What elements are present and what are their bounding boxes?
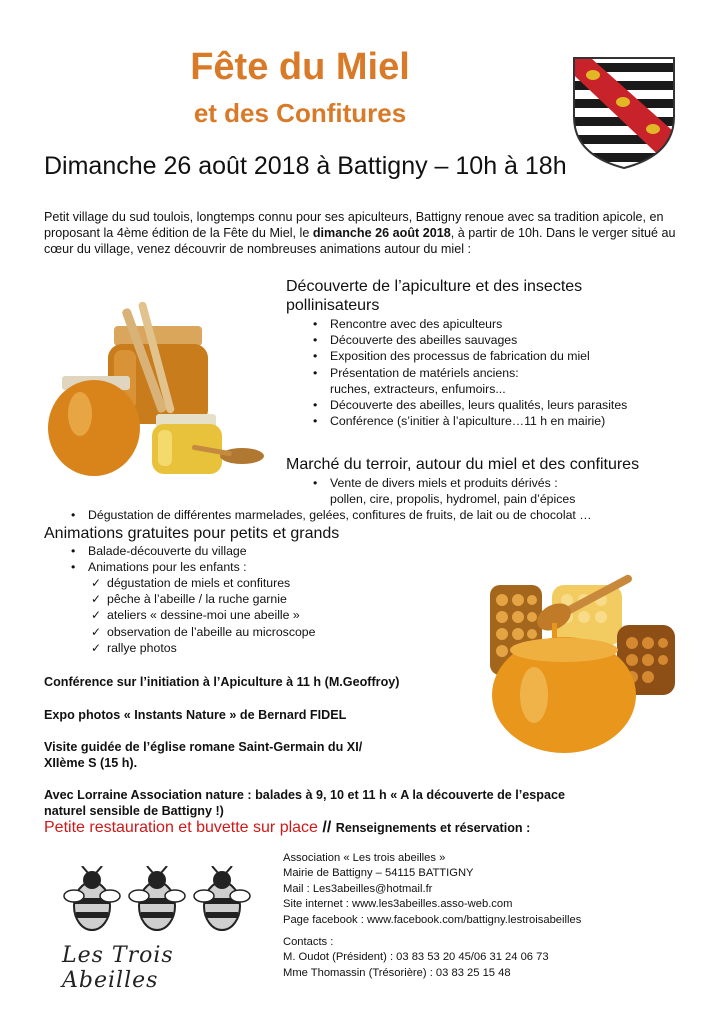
checkmark-icon: ✓ [91,592,102,607]
bullet-icon: • [71,560,76,575]
honey-jars-image [42,296,267,496]
bullet-icon: • [313,398,318,413]
restauration-text: Petite restauration et buvette sur place [44,819,318,836]
intro-paragraph [44,209,684,257]
section1-title-line1: Découverte de l’apiculture et des insectes [286,278,583,295]
section2-title: Marché du terroir, autour du miel et des confitures [286,456,640,473]
les-trois-abeilles-logo [62,866,262,993]
honeycomb-image [482,555,682,755]
list-item-text: rallye photos [107,640,177,655]
list-item [313,365,627,381]
list-item-text: Vente de divers miels et produits dérivés : [330,476,558,490]
list-item [71,507,592,523]
section3-title: Animations gratuites pour petits et grands [44,525,340,542]
separator: // [322,819,332,836]
section1-title-line2: pollinisateurs [286,297,380,314]
list-item-continuation [330,381,627,397]
list-item-text: ruches, extracteurs, enfumoirs... [330,381,506,396]
section2-list [313,475,576,507]
bullet-icon: • [71,508,76,522]
list-item-text: Découverte des abeilles sauvages [330,333,518,348]
bullet-icon: • [71,544,76,558]
list-item [313,397,628,413]
renseignements-text: Renseignements et réservation : [335,821,531,835]
list-item-text: Animations pour les enfants : [88,560,247,575]
list-item-text: Balade-découverte du village [88,544,247,558]
contact-facebook: Page facebook : www.facebook.com/battigny.lestroisabeilles [283,913,582,926]
list-item-text: Présentation de matériels anciens: [330,365,519,380]
contact-line: Mairie de Battigny – 54115 BATTIGNY [283,867,474,880]
section1-list [313,316,628,429]
section3-list [71,543,247,575]
contacts-label: Contacts : [283,936,334,949]
list-item-text: Découverte des abeilles, leurs qualités, leurs parasites [330,398,628,413]
checkmark-icon: ✓ [91,640,102,655]
list-item-text: observation de l’abeille au microscope [107,624,316,639]
lorraine-line-1: Avec Lorraine Association nature : balades à 9, 10 et 11 h « A la découverte de l’espace [44,788,565,802]
info-line [44,819,530,837]
list-item-text: Rencontre avec des apiculteurs [330,317,503,331]
checkmark-icon: ✓ [91,608,102,623]
checkmark-icon: ✓ [91,576,102,590]
list-item [71,543,247,559]
list-item [313,316,627,332]
list-item [313,348,627,364]
contact-line: Association « Les trois abeilles » [283,852,446,864]
bullet-icon: • [313,349,318,364]
expo-line: Expo photos « Instants Nature » de Bernard FIDEL [44,708,347,722]
coat-of-arms-icon [571,55,677,171]
intro-date-bold: dimanche 26 août 2018 [312,226,451,240]
list-item [91,640,315,656]
list-item-text: dégustation de miels et confitures [107,576,291,590]
visite-line-2: XIIème S (15 h). [44,756,138,770]
list-item [313,475,575,491]
page-title: Fête du Miel [190,46,410,88]
list-item [91,591,315,607]
bullet-icon: • [313,333,318,348]
list-item-text: Dégustation de différentes marmelades, gelées, confitures de fruits, de lait ou de chocolat … [88,508,592,522]
lorraine-line-2: naturel sensible de Battigny !) [44,804,224,818]
bullet-icon: • [313,414,318,429]
list-item [313,332,627,348]
event-date-line: Dimanche 26 août 2018 à Battigny – 10h à 18h [44,152,567,180]
contact-website: Site internet : www.les3abeilles.asso-web.com [283,898,513,911]
children-activities-list [91,575,316,656]
visite-line-1: Visite guidée de l’église romane Saint-Germain du XI/ [44,740,363,754]
list-item-text: Exposition des processus de fabrication du miel [330,349,590,364]
list-item [91,624,316,640]
contact-email: Mail : Les3abeilles@hotmail.fr [283,882,433,895]
bullet-icon: • [313,317,318,331]
intro-text-2: , à partir de 10h. Dans le verger situé au cœur du village, venez découvrir de nombreuses animations autour du miel : [44,226,676,256]
conference-line: Conférence sur l’initiation à l’Apiculture à 11 h (M.Geoffroy) [44,675,400,689]
list-item-text: Conférence (s’initier à l’apiculture…11 h en mairie) [330,414,606,429]
list-item-text: pollen, cire, propolis, hydromel, pain d’épices [330,492,576,507]
contact-person: M. Oudot (Président) : 03 83 53 20 45/06 31 24 06 73 [283,951,549,964]
section2-list-wide [71,507,592,523]
checkmark-icon: ✓ [91,624,102,639]
contact-person: Mme Thomassin (Trésorière) : 03 83 25 15 48 [283,966,511,979]
bee-icon [64,866,120,930]
list-item-text: pêche à l’abeille / la ruche garnie [107,592,287,607]
bullet-icon: • [313,365,318,380]
page-subtitle: et des Confitures [193,98,407,128]
intro-text-1: Petit village du sud toulois, longtemps connu pour ses apiculteurs, Battigny renoue avec sa tradition apicole, en proposant la 4ème édition de la Fête du Miel, le [44,210,664,240]
contact-block [283,851,581,981]
list-item [91,607,315,623]
list-item [91,575,315,591]
logo-text: Les Trois Abeilles [62,943,174,993]
list-item [71,559,247,575]
list-item-text: ateliers « dessine-moi une abeille » [107,608,300,623]
list-item [313,413,627,429]
list-item-continuation [330,491,575,507]
bullet-icon: • [313,476,318,490]
